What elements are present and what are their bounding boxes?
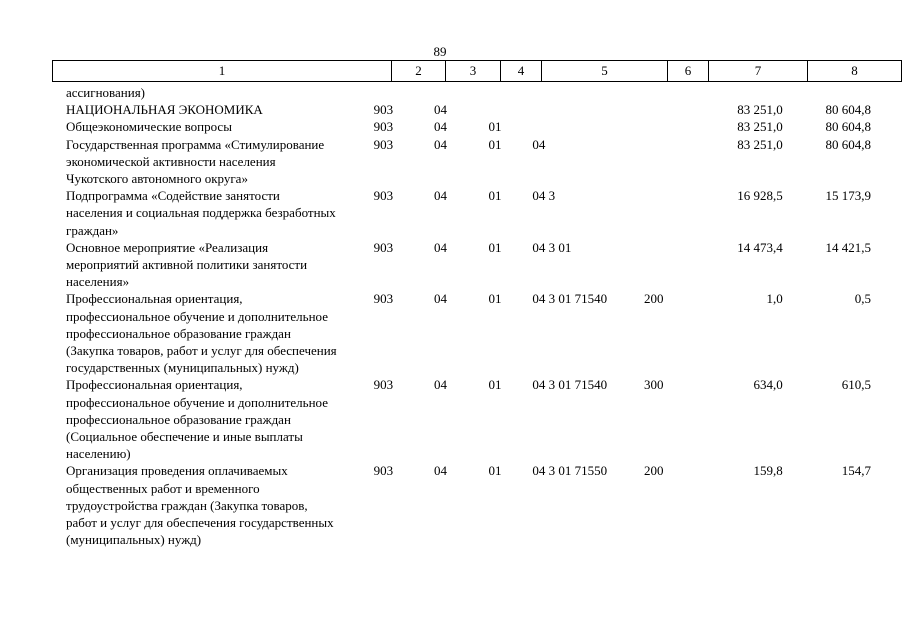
table-row	[52, 118, 874, 135]
row-col-4: 01	[488, 291, 502, 307]
row-name: ассигнования)	[66, 85, 146, 100]
budget-table-body	[52, 84, 874, 548]
table-row	[52, 290, 874, 376]
row-col-8: 0,5	[854, 291, 871, 307]
row-col-6: 300	[644, 377, 664, 393]
table-row	[52, 239, 874, 291]
row-col-7: 83 251,0	[737, 136, 783, 152]
row-col-8: 15 173,9	[825, 188, 871, 204]
row-col-4: 01	[488, 239, 502, 255]
row-col-4: 01	[488, 188, 502, 204]
row-col-3: 04	[433, 188, 447, 204]
row-col-5: 04 3	[532, 188, 556, 204]
page-number: 89	[433, 44, 447, 59]
column-header-5: 5	[542, 61, 668, 82]
column-header-3: 3	[446, 61, 501, 82]
row-col-3: 04	[433, 291, 447, 307]
row-col-3: 04	[433, 136, 447, 152]
row-col-2: 903	[373, 136, 394, 152]
row-name: Общеэкономические вопросы	[66, 119, 232, 135]
column-header-4: 4	[501, 61, 542, 82]
row-col-3: 04	[433, 239, 447, 255]
row-name: Государственная программа «Стимулирование экономической активности населения Чукотского автономного округа»	[66, 136, 325, 187]
column-header-2: 2	[392, 61, 446, 82]
row-col-7: 14 473,4	[737, 239, 783, 255]
row-col-7: 159,8	[753, 463, 783, 479]
row-col-2: 903	[373, 291, 394, 307]
column-header-1: 1	[53, 61, 392, 82]
row-col-7: 83 251,0	[737, 119, 783, 135]
column-header-8: 8	[808, 61, 902, 82]
column-header-6: 6	[668, 61, 709, 82]
row-col-8: 154,7	[841, 463, 871, 479]
table-row	[52, 84, 874, 101]
row-col-2: 903	[373, 102, 394, 118]
row-col-8: 80 604,8	[825, 102, 871, 118]
row-col-3: 04	[433, 377, 447, 393]
row-col-8: 14 421,5	[825, 239, 871, 255]
row-col-2: 903	[373, 239, 394, 255]
row-name: Профессиональная ориентация, профессиональное обучение и дополнительное профессиональное образование граждан (Социальное обеспечение и иные выплаты населению)	[66, 377, 328, 462]
table-row	[52, 376, 874, 462]
row-col-8: 80 604,8	[825, 136, 871, 152]
table-row	[52, 101, 874, 118]
row-col-4: 01	[488, 136, 502, 152]
row-col-4: 01	[488, 119, 502, 135]
row-col-5: 04 3 01 71540	[532, 377, 608, 393]
row-col-7: 1,0	[766, 291, 783, 307]
row-col-3: 04	[433, 102, 447, 118]
row-col-2: 903	[373, 119, 394, 135]
column-header-7: 7	[709, 61, 808, 82]
row-col-5: 04	[532, 136, 546, 152]
row-col-7: 83 251,0	[737, 102, 783, 118]
row-col-2: 903	[373, 463, 394, 479]
row-col-2: 903	[373, 188, 394, 204]
table-row	[52, 462, 874, 548]
row-name: НАЦИОНАЛЬНАЯ ЭКОНОМИКА	[66, 102, 263, 118]
row-name: Подпрограмма «Содействие занятости населения и социальная поддержка безработных граждан»	[66, 188, 336, 238]
row-col-3: 04	[433, 463, 447, 479]
row-col-8: 610,5	[841, 377, 871, 393]
row-col-5: 04 3 01	[532, 239, 572, 255]
row-name: Профессиональная ориентация, профессиональное обучение и дополнительное профессиональное образование граждан (Закупка товаров, работ и услуг для обеспечения государственных (муниципальных) нужд)	[66, 291, 337, 376]
row-col-6: 200	[644, 463, 664, 479]
row-col-4: 01	[488, 377, 502, 393]
row-col-2: 903	[373, 377, 394, 393]
table-row	[52, 136, 874, 188]
row-col-6: 200	[644, 291, 664, 307]
row-col-7: 16 928,5	[737, 188, 783, 204]
row-col-4: 01	[488, 463, 502, 479]
row-col-5: 04 3 01 71540	[532, 291, 608, 307]
row-name: Основное мероприятие «Реализация мероприятий активной политики занятости населения»	[66, 239, 308, 290]
row-col-5: 04 3 01 71550	[532, 463, 608, 479]
row-col-3: 04	[433, 119, 447, 135]
row-col-7: 634,0	[753, 377, 783, 393]
row-col-8: 80 604,8	[825, 119, 871, 135]
column-header-table	[52, 60, 902, 82]
row-name: Организация проведения оплачиваемых общественных работ и временного трудоустройства граждан (Закупка товаров, работ и услуг для обеспечения государственных (муниципальных) нужд)	[66, 463, 334, 548]
table-row	[52, 187, 874, 239]
